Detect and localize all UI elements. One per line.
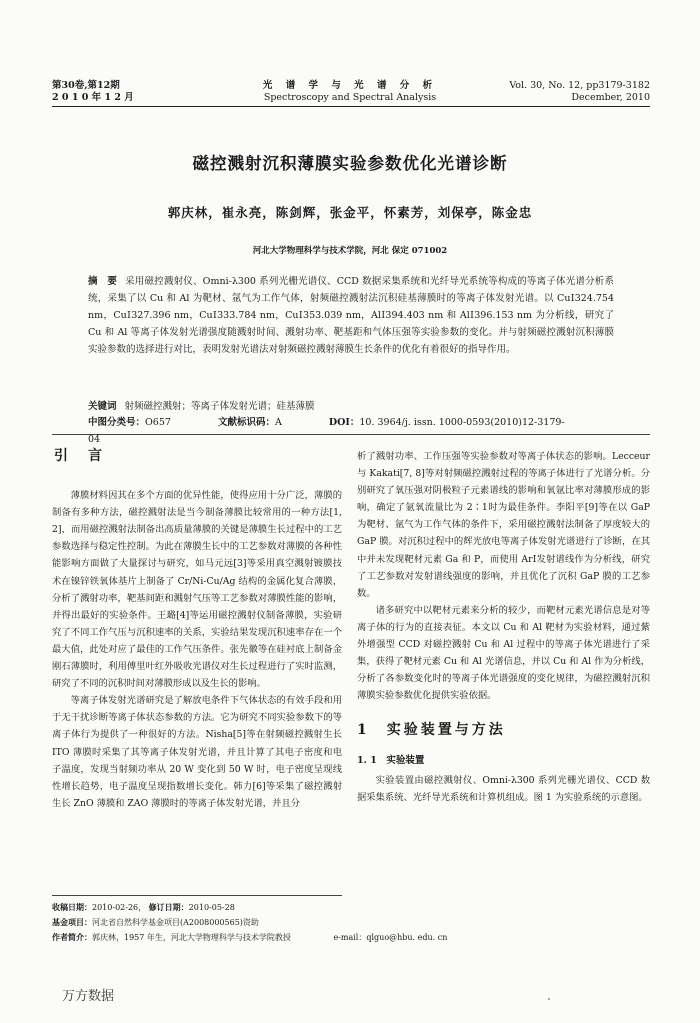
- doc-code-value: A: [274, 417, 282, 428]
- volume-en: Vol. 30, No. 12, pp3179-3182: [509, 80, 650, 91]
- footnote-author: [52, 930, 652, 945]
- received-label: 收稿日期：: [52, 902, 92, 912]
- date-en: December, 2010: [571, 92, 650, 103]
- setup-paragraph: 实验装置由磁控溅射仪、Omni-λ300 系列光栅光谱仪、CCD 数据采集系统、光纤导光系统和计算机组成。图 1 为实验系统的示意图。: [357, 774, 650, 803]
- abstract: [88, 273, 614, 358]
- keywords: [88, 398, 614, 415]
- intro-paragraph: 等离子体发射光谱研究是了解放电条件下气体状态的有效手段和用于无干扰诊断等离子体状态参数的方法。它为研究不同实验参数下的等离子体行为提供了一种很好的方法。Nisha[5]等在射频磁控溅射生长 ITO 薄膜时采集了其等离子体发射光谱，并且计算了其电子密度和电子温度，发现当射频功率从 20 W 变化到 50 W 时，电子密度呈现线性增长趋势，电子温度呈现指数增长变化。韩力[6]等采集了磁控溅射生长 ZnO 薄膜和 ZAO 薄膜时的等离子体发射光谱，并且分: [52, 695, 342, 809]
- revised-label: 修订日期：: [148, 902, 189, 912]
- fund-label: 基金项目：: [52, 917, 92, 927]
- clc-value: O657: [145, 417, 171, 428]
- paper-title: 磁控溅射沉积薄膜实验参数优化光谱诊断: [192, 154, 508, 173]
- clc: [88, 417, 193, 428]
- footnote-fund: [52, 915, 652, 930]
- author-list: 郭庆林，崔永亮，陈剑辉，张金平，怀素芳，刘保亭，陈金忠: [167, 205, 533, 220]
- author-bio-label: 作者简介：: [52, 932, 92, 942]
- intro-heading: 引 言: [54, 448, 105, 464]
- keywords-label: 关键词: [88, 401, 117, 412]
- doi-label: DOI：: [328, 417, 360, 428]
- header-rule: [52, 106, 650, 107]
- footnotes: [52, 900, 652, 945]
- watermark: 万方数据: [62, 989, 115, 1004]
- left-column: [52, 448, 342, 812]
- volume-cn: 第30卷,第12期: [52, 80, 120, 91]
- abstract-label: 摘 要: [88, 276, 118, 287]
- revised-date: 2010-05-28: [188, 903, 235, 912]
- scan-speck: [548, 998, 550, 1000]
- subsection-1-1-heading: 1. 1 实验装置: [357, 754, 425, 766]
- author-bio-text: 郭庆林，1957 年生，河北大学物理科学与技术学院教授: [92, 933, 291, 942]
- date-cn: 2 0 1 0 年 1 2 月: [52, 92, 134, 103]
- section-1-heading: 1 实验装置与方法: [357, 722, 506, 739]
- received-date: 2010-02-26，: [92, 903, 147, 912]
- section-divider: [52, 434, 650, 435]
- intro-paragraph-cont: 析了溅射功率、工作压强等实验参数对等离子体状态的影响。Lecceur 与 Kakati[7, 8]等对射频磁控溅射过程的等离子体进行了光谱分析。分别研究了氧压强对阴极粒子元素谱线的影响和氧氩比率对薄膜形成的影响，确定了氩氧流量比为 2∶1时为最佳条件。李阳平[9]等在以 GaP 为靶材、氩气为工作气体的条件下，采用磁控溅射法制备了厚度较大的 GaP 膜。对沉积过程中的辉光放电等离子体发射光谱进行了诊断，在其中并未发现靶材元素 Ga 和 P，而使用 ArⅠ发射谱线作为分析线，研究了工艺参数对发射谱线强度的影响，并且优化了沉积 GaP 膜的工艺参数。: [357, 451, 650, 599]
- right-column: [357, 448, 650, 806]
- classification-line: [88, 414, 614, 448]
- fund-text: 河北省自然科学基金项目(A2008000565)资助: [92, 918, 259, 927]
- journal-name-cn: 光 谱 学 与 光 谱 分 析: [262, 80, 438, 91]
- journal-name-en: Spectroscopy and Spectral Analysis: [263, 92, 437, 103]
- doc-code: [218, 417, 304, 428]
- journal-issue-en: [509, 80, 650, 104]
- keywords-text: 射频磁控溅射；等离子体发射光谱；硅基薄膜: [124, 401, 315, 412]
- author-email: e-mail：qlguo@hbu. edu. cn: [333, 933, 448, 942]
- intro-paragraph: 诸多研究中以靶材元素来分析的较少，而靶材元素光谱信息是对等离子体的行为的直接表征。本文以 Cu 和 Al 靶材为实验材料，通过紫外增强型 CCD 对磁控溅射 Cu 和 Al 过程中的等离子体光谱进行了采集，获得了靶材元素 Cu 和 Al 光谱信息，并以 Cu 和 Al 作为分析线，分析了各参数变化时的等离子体光谱强度的变化规律，为磁控溅射沉积薄膜实验参数优化提供实验依据。: [357, 604, 650, 702]
- doi-value: 10. 3964/j. issn. 1000-0593(2010)12-3179-04: [88, 417, 565, 445]
- footnote-dates: [52, 900, 652, 915]
- abstract-text: 采用磁控溅射仪、Omni-λ300 系列光栅光谱仪、CCD 数据采集系统和光纤导光系统等构成的等离子体光谱分析系统，采集了以 Cu 和 Al 为靶材、氩气为工作气体，射频磁控溅射法沉积硅基薄膜时的等离子体发射光谱。以 CuⅠ324.754 nm，CuⅠ327.396 nm，CuⅠ333.784 nm，CuⅠ353.039 nm，AlⅠ394.403 nm 和 AlⅠ396.153 nm 为分析线，研究了 Cu 和 Al 等离子体发射光谱强度随溅射时间、溅射功率、靶基距和气体压强等实验参数的变化。并与射频磁控溅射沉积薄膜实验参数的选择进行对比，表明发射光谱法对射频磁控溅射薄膜生长条件的优化有着很好的指导作用。: [88, 276, 614, 355]
- affiliation: 河北大学物理科学与技术学院，河北 保定 071002: [252, 246, 448, 256]
- clc-label: 中图分类号：: [88, 417, 146, 428]
- doc-code-label: 文献标识码：: [217, 417, 275, 428]
- footnote-rule: [52, 895, 342, 896]
- intro-paragraph: 薄膜材料因其在多个方面的优异性能，使得应用十分广泛，薄膜的制备有多种方法，磁控溅射法是当今制备薄膜比较常用的一种方法[1, 2]，而用磁控溅射法制备出高质量薄膜的关键是薄膜生长过程中的工艺参数选择与稳定性控制。为此在薄膜生长中的工艺参数对薄膜的各种性能影响方面做了大量探讨与研究，如马元远[3]等采用真空溅射镀膜技术在镍锌铁氧体基片上制备了 Cr/Ni-Cu/Ag 结构的金属化复合薄膜，分析了溅射功率，靶基间距和溅射气压等工艺参数对薄膜性能的影响，并得出最好的实验条件。王璐[4]等运用磁控溅射仪制备薄膜，实验研究了不同工作气压与沉积速率的关系，实验结果发现沉积速率存在一个最大值，此处对应了最佳的工作气压条件。张先徽等在硅衬底上制备金刚石薄膜时，利用傅里叶红外吸收光谱仪对生长过程进行了实时监测，研究了不同的沉积时间对薄膜形成以及生长的影响。: [52, 490, 342, 690]
